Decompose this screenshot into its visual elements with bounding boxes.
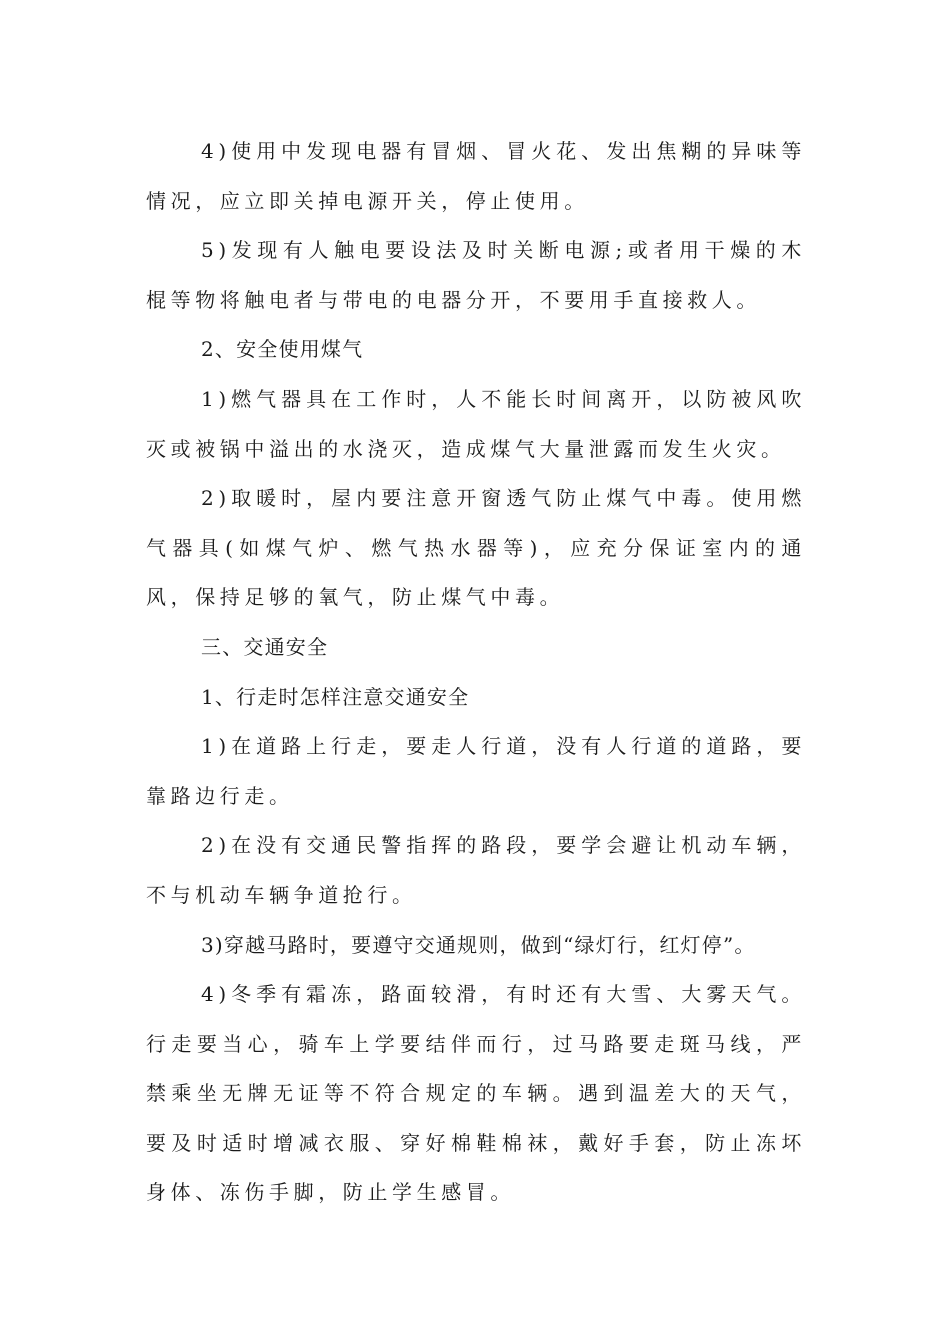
heading-gas-safety: 2、安全使用煤气 xyxy=(201,337,364,362)
paragraph-traffic-lights: 3)穿越马路时，要遵守交通规则，做到“绿灯行，红灯停”。 xyxy=(201,932,756,957)
paragraph-gas-appliance: 1)燃气器具在工作时，人不能长时间离开，以防被风吹灭或被锅中溢出的水浇灭，造成煤气大量泄露而发生火灾。 xyxy=(146,386,806,461)
paragraph-gas-ventilation: 2)取暖时，屋内要注意开窗透气防止煤气中毒。使用燃气器具(如煤气炉、燃气热水器等)，应充分保证室内的通风，保持足够的氧气，防止煤气中毒。 xyxy=(146,486,806,610)
paragraph-yield-vehicles: 2)在没有交通民警指挥的路段，要学会避让机动车辆，不与机动车辆争道抢行。 xyxy=(146,833,806,907)
paragraph-winter-safety: 4)冬季有霜冻，路面较滑，有时还有大雪、大雾天气。行走要当心，骑车上学要结伴而行，过马路要走斑马线，严禁乘坐无牌无证等不符合规定的车辆。遇到温差大的天气，要及时适时增减衣服、穿好棉鞋棉袜，戴好手套，防止冻坏身体、冻伤手脚，防止学生感冒。 xyxy=(146,982,806,1205)
paragraph-electric-smoke: 4)使用中发现电器有冒烟、冒火花、发出焦糊的异味等情况，应立即关掉电源开关，停止使用。 xyxy=(146,139,806,213)
paragraph-electric-shock: 5)发现有人触电要设法及时关断电源;或者用干燥的木棍等物将触电者与带电的电器分开，不要用手直接救人。 xyxy=(146,238,806,312)
heading-traffic-safety: 三、交通安全 xyxy=(201,634,329,659)
paragraph-sidewalk: 1)在道路上行走，要走人行道，没有人行道的道路，要靠路边行走。 xyxy=(146,734,806,808)
document-body xyxy=(146,127,806,1218)
heading-walking-safety: 1、行走时怎样注意交通安全 xyxy=(201,684,470,709)
